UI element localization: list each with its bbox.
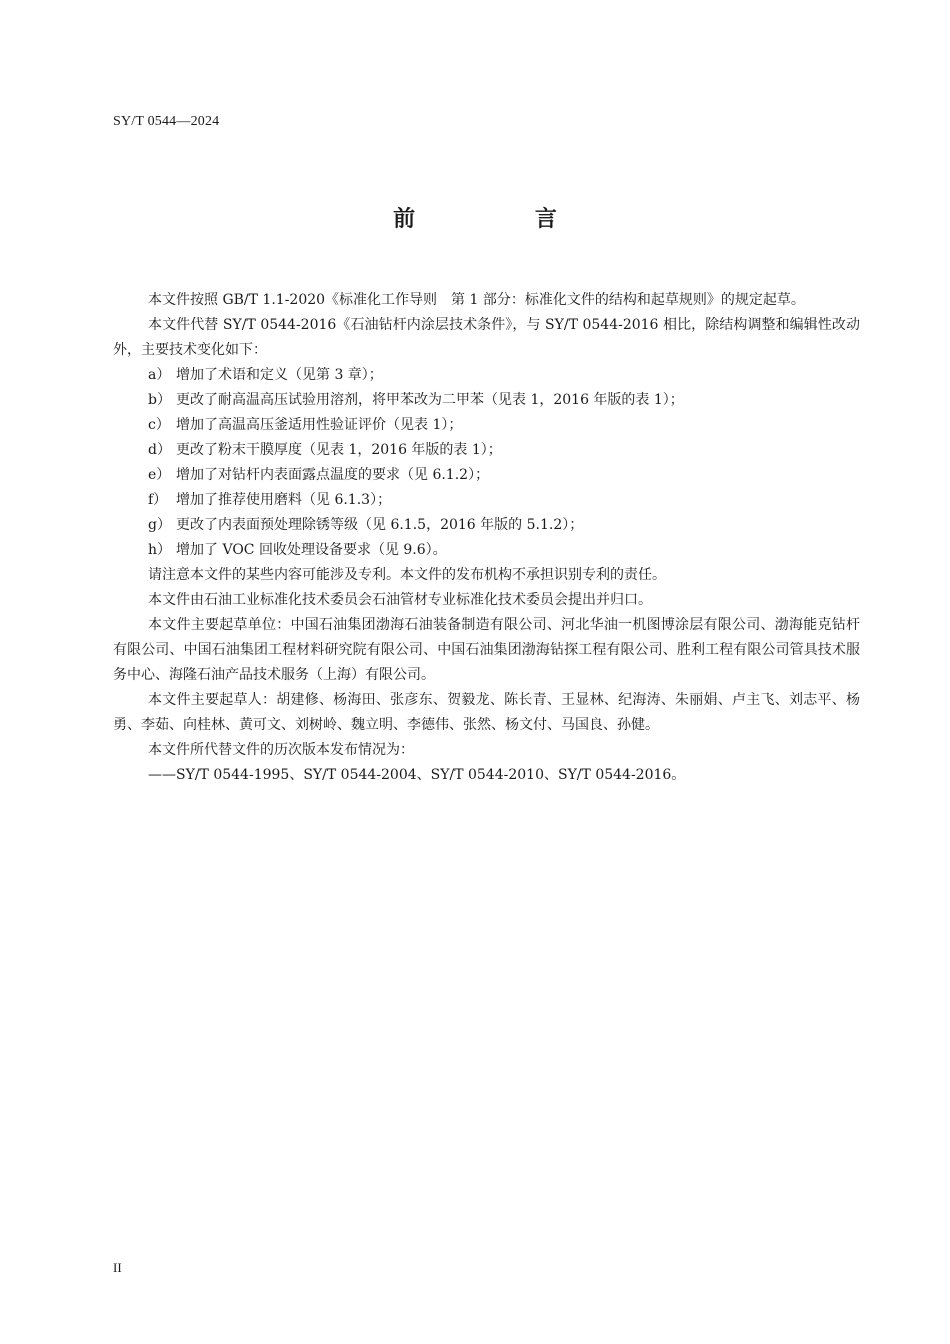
list-marker: a） [148, 367, 171, 383]
foreword-body [113, 288, 860, 788]
list-marker: e） [148, 467, 171, 483]
list-item-text: 增加了推荐使用磨料（见 6.1.3）； [176, 492, 392, 508]
list-item-text: 更改了内表面预处理除锈等级（见 6.1.5，2016 年版的 5.1.2）； [176, 517, 584, 533]
list-marker: b） [148, 392, 171, 408]
paragraph-drafting-units: 本文件主要起草单位：中国石油集团渤海石油装备制造有限公司、河北华油一机图博涂层有限公司、渤海能克钻杆有限公司、中国石油集团工程材料研究院有限公司、中国石油集团渤海钻探工程有限公司、胜利工程有限公司管具技术服务中心、海隆石油产品技术服务（上海）有限公司。 [113, 617, 860, 683]
list-item [113, 413, 860, 438]
list-item [113, 513, 860, 538]
paragraph-history-intro: 本文件所代替文件的历次版本发布情况为： [148, 742, 414, 758]
paragraph-patent-notice: 请注意本文件的某些内容可能涉及专利。本文件的发布机构不承担识别专利的责任。 [148, 567, 666, 583]
list-marker: c） [148, 417, 170, 433]
list-item [113, 538, 860, 563]
paragraph-proposer: 本文件由石油工业标准化技术委员会石油管材专业标准化技术委员会提出并归口。 [148, 592, 652, 608]
list-item [113, 388, 860, 413]
list-item-text: 增加了术语和定义（见第 3 章）； [176, 367, 383, 383]
standard-code: SY/T 0544—2024 [113, 114, 220, 129]
page-number: II [113, 1260, 122, 1275]
list-item-text: 增加了 VOC 回收处理设备要求（见 9.6）。 [176, 542, 447, 558]
paragraph-history-versions: ——SY/T 0544-1995、SY/T 0544-2004、SY/T 0544-2010、SY/T 0544-2016。 [148, 767, 686, 783]
list-item [113, 463, 860, 488]
paragraph-replacement: 本文件代替 SY/T 0544-2016《石油钻杆内涂层技术条件》，与 SY/T 0544-2016 相比，除结构调整和编辑性改动外，主要技术变化如下： [113, 317, 860, 358]
list-item-text: 更改了耐高温高压试验用溶剂，将甲苯改为二甲苯（见表 1，2016 年版的表 1）； [176, 392, 684, 408]
list-item-text: 增加了对钻杆内表面露点温度的要求（见 6.1.2）； [176, 467, 490, 483]
paragraph-drafters: 本文件主要起草人：胡建修、杨海田、张彦东、贺毅龙、陈长青、王显林、纪海涛、朱丽娟、卢主飞、刘志平、杨勇、李茹、向桂林、黄可文、刘树岭、魏立明、李德伟、张然、杨文付、马国良、孙健。 [113, 692, 860, 733]
list-marker: d） [148, 442, 171, 458]
list-marker: g） [148, 517, 171, 533]
paragraph-drafting-rules: 本文件按照 GB/T 1.1-2020《标准化工作导则 第 1 部分：标准化文件的结构和起草规则》的规定起草。 [148, 292, 805, 308]
list-marker: h） [148, 542, 172, 558]
list-item [113, 438, 860, 463]
list-item [113, 488, 860, 513]
page-title: 前 言 [393, 207, 613, 232]
list-item [113, 363, 860, 388]
list-item-text: 更改了粉末干膜厚度（见表 1，2016 年版的表 1）； [176, 442, 502, 458]
list-marker: f） [148, 492, 168, 508]
list-item-text: 增加了高温高压釜适用性验证评价（见表 1）； [176, 417, 463, 433]
